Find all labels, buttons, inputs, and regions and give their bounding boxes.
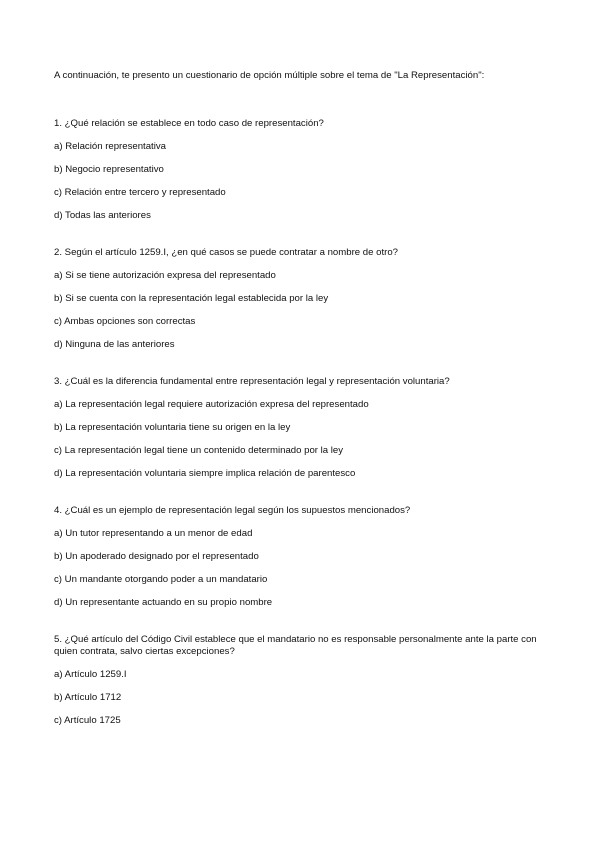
option-c: c) Ambas opciones son correctas — [54, 316, 196, 327]
option-c: c) Artículo 1725 — [54, 715, 121, 726]
option-a: a) La representación legal requiere autorización expresa del representado — [54, 399, 369, 410]
question-text: 1. ¿Qué relación se establece en todo caso de representación? — [54, 118, 324, 129]
option-b: b) Un apoderado designado por el representado — [54, 551, 259, 562]
option-d: d) Todas las anteriores — [54, 210, 151, 221]
option-b: b) La representación voluntaria tiene su origen en la ley — [54, 422, 291, 433]
option-c: c) Un mandante otorgando poder a un mandatario — [54, 574, 268, 585]
question-5 — [54, 634, 560, 727]
option-b: b) Artículo 1712 — [54, 692, 122, 703]
question-2 — [54, 247, 560, 351]
question-text: 5. ¿Qué artículo del Código Civil establece que el mandatario no es responsable personalmente ante la parte con quien contrata, salvo ciertas excepciones? — [54, 634, 537, 657]
option-d: d) La representación voluntaria siempre implica relación de parentesco — [54, 468, 356, 479]
option-c: c) Relación entre tercero y representado — [54, 187, 226, 198]
option-b: b) Si se cuenta con la representación legal establecida por la ley — [54, 293, 329, 304]
option-b: b) Negocio representativo — [54, 164, 164, 175]
option-a: a) Un tutor representando a un menor de edad — [54, 528, 253, 539]
question-text: 3. ¿Cuál es la diferencia fundamental entre representación legal y representación voluntaria? — [54, 376, 450, 387]
question-4 — [54, 505, 560, 609]
option-a: a) Si se tiene autorización expresa del representado — [54, 270, 276, 281]
option-a: a) Relación representativa — [54, 141, 166, 152]
question-text: 2. Según el artículo 1259.I, ¿en qué casos se puede contratar a nombre de otro? — [54, 247, 398, 258]
question-text: 4. ¿Cuál es un ejemplo de representación legal según los supuestos mencionados? — [54, 505, 411, 516]
question-1 — [54, 118, 560, 222]
option-a: a) Artículo 1259.I — [54, 669, 127, 680]
intro-text: A continuación, te presento un cuestionario de opción múltiple sobre el tema de "La Representación": — [54, 70, 485, 81]
question-3 — [54, 376, 560, 480]
option-d: d) Un representante actuando en su propio nombre — [54, 597, 273, 608]
option-d: d) Ninguna de las anteriores — [54, 339, 175, 350]
option-c: c) La representación legal tiene un contenido determinado por la ley — [54, 445, 344, 456]
